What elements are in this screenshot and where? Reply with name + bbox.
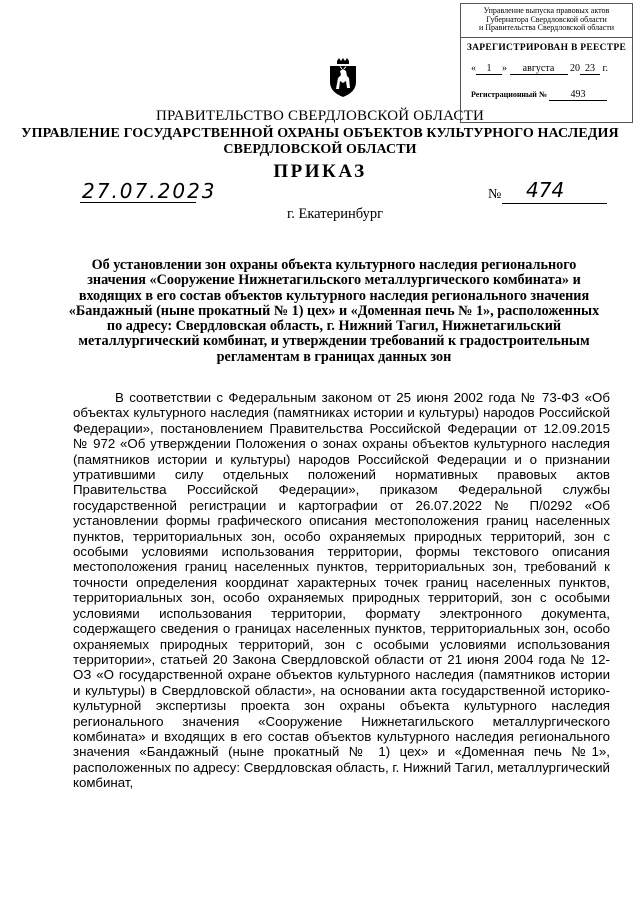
- stamp-number-row: [461, 89, 632, 101]
- stamp-number: 493: [549, 89, 607, 101]
- stamp-header: [461, 4, 632, 38]
- registry-stamp: [460, 3, 633, 123]
- body-paragraph: В соответствии с Федеральным законом от 25 июня 2002 года № 73-ФЗ «Об объектах культурного наследия (памятниках истории и культуры) народов Российской Федерации», постановлением Правительства Российской Федерации от 12.09.2015 № 972 «Об утверждении Положения о зонах охраны объектов культурного наследия (памятников истории и культуры) народов Российской Федерации и о признании утратившими силу отдельных положений нормативных правовых актов Правительства Российской Федерации», приказом Федеральной службы государственной регистрации и картографии от 26.07.2022 № П/0292 «Об установлении формы графического описания местоположения границ населенных пунктов, территориальных зон, особо охраняемых природных территорий, зон с особыми условиями использования территории, формы текстового описания местоположения границ населенных пунктов, территориальных зон, требований к точности определения координат характерных точек границ населенных пунктов, территориальных зон, особо охраняемых природных территорий, зон с особыми условиями использования территории, формату электронного документа, содержащего сведения о границах населенных пунктов, территориальных зон, особо охраняемых природных территорий, зон с особыми условиями использования территории», статьей 20 Закона Свердловской области от 21 июня 2004 года № 12-ОЗ «О государственной охране объектов культурного наследия (памятников истории и культуры) в Свердловской области», на основании акта государственной историко-культурной экспертизы проекта зон охраны объекта культурного наследия регионального значения «Сооружение Нижнетагильского металлургического комбината» и входящих в его состав объектов культурного наследия регионального значения «Бандажный (ныне прокатный № 1) цех» и «Доменная печь №1», расположенных по адресу: Свердловская область, г. Нижний Тагил, металлургический комбинат,: [73, 390, 610, 791]
- date-underline: [80, 202, 196, 203]
- order-number-label: №: [488, 187, 502, 202]
- department-line: СВЕРДЛОВСКОЙ ОБЛАСТИ: [223, 141, 417, 157]
- stamp-day-suffix: »: [502, 62, 507, 74]
- stamp-day-prefix: «: [471, 62, 476, 74]
- stamp-registered-label: ЗАРЕГИСТРИРОВАН В РЕЕСТРЕ: [466, 42, 627, 53]
- stamp-year-prefix: 20: [570, 62, 580, 74]
- stamp-header-line: и Правительства Свердловской области: [479, 23, 614, 32]
- city: г. Екатеринбург: [286, 206, 384, 222]
- order-title: Об установлении зон охраны объекта культурного наследия регионального значения «Сооружение Нижнетагильского металлургического комбината» и входящих в его состав объектов культурного наследия регионального значения «Бандажный (ныне прокатный № 1) цех» и «Доменная печь № 1», расположенных по адресу: Свердловская область, г. Нижний Тагил, Нижнетагильский металлургический комбинат, и утверждении требований к градостроительным регламентам в границах данных зон: [68, 257, 600, 365]
- stamp-month: августа: [510, 63, 568, 75]
- stamp-header-line: Губернатора Свердловской области: [486, 14, 607, 24]
- government-name: ПРАВИТЕЛЬСТВО СВЕРДЛОВСКОЙ ОБЛАСТИ: [155, 108, 485, 124]
- stamp-number-label: Регистрационный №: [471, 89, 547, 99]
- coat-of-arms-icon: [328, 58, 358, 98]
- order-date: 27.07.2023: [82, 179, 217, 203]
- stamp-header-line: Управление выпуска правовых актов: [483, 6, 610, 15]
- department-line: УПРАВЛЕНИЕ ГОСУДАРСТВЕННОЙ ОХРАНЫ ОБЪЕКТОВ КУЛЬТУРНОГО НАСЛЕДИЯ: [21, 126, 619, 141]
- department-name: [0, 126, 640, 157]
- document-type: ПРИКАЗ: [273, 161, 367, 182]
- stamp-year: 23: [580, 63, 600, 75]
- stamp-day: 1: [476, 63, 502, 75]
- stamp-date: [461, 63, 632, 75]
- order-number: 474: [526, 178, 565, 202]
- number-underline: [502, 203, 607, 204]
- stamp-year-suffix: г.: [602, 62, 608, 74]
